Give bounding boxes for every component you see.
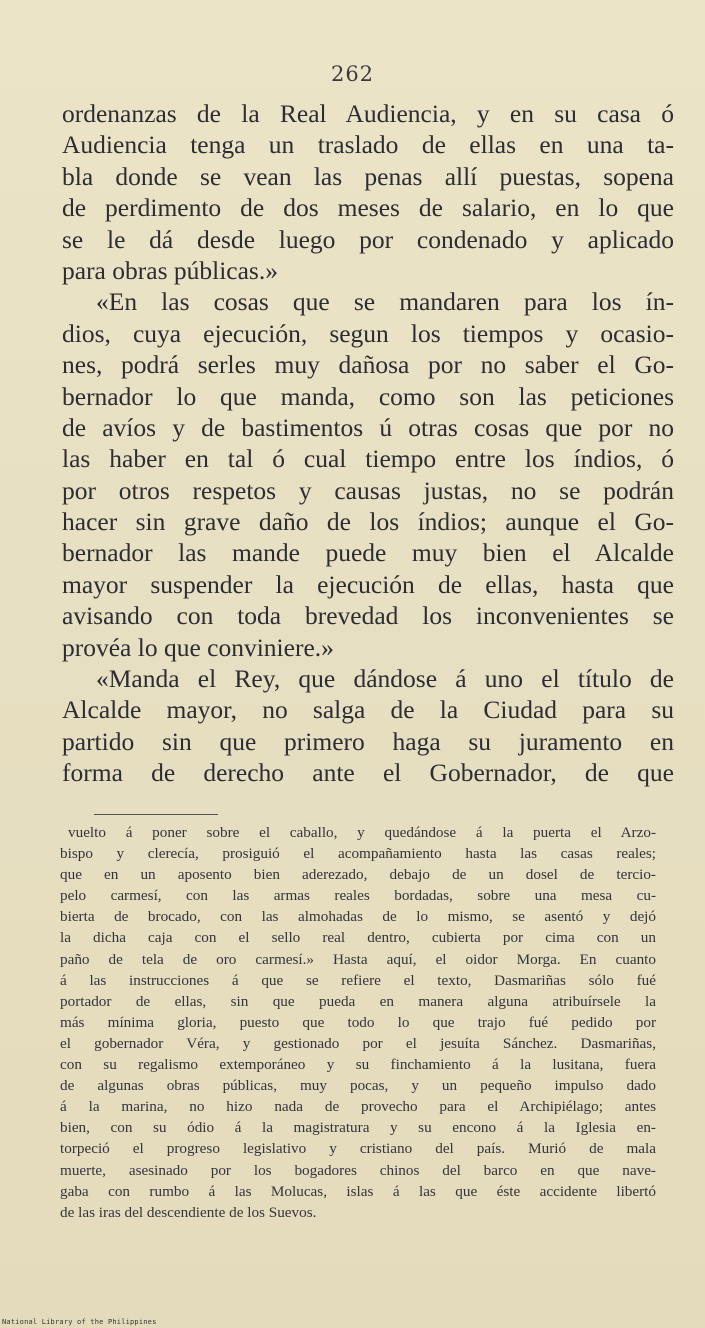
body-line: ordenanzas de la Real Audiencia, y en su casa ó [62, 99, 674, 128]
footnote-line: con su regalismo extemporáneo y su finchamiento á la lusitana, fuera [60, 1056, 656, 1074]
body-line: forma de derecho ante el Gobernador, de que [62, 758, 674, 788]
library-credit: National Library of the Philippines [2, 1318, 157, 1326]
footnote-line: el gobernador Véra, y gestionado por el jesuíta Sánchez. Dasmariñas, [60, 1034, 656, 1052]
footnote-line: la dicha caja con el sello real dentro, cubierta por cima con un [60, 929, 656, 947]
footnote-line: más mínima gloria, puesto que todo lo que trajo fué pedido por [60, 1013, 656, 1031]
footnote-line: gaba con rumbo á las Molucas, islas á las que éste accidente libertó [60, 1182, 656, 1200]
footnote-line: paño de tela de oro carmesí.» Hasta aquí, el oidor Morga. En cuanto [60, 950, 656, 968]
page-number: 262 [330, 62, 375, 86]
body-line: provéa lo que conviniere.» [62, 632, 334, 662]
body-line: bernador las mande puede muy bien el Alcalde [62, 538, 674, 568]
footnote-line: á la marina, no hizo nada de provecho para el Archipiélago; antes [60, 1098, 656, 1116]
body-line: partido sin que primero haga su juramento en [62, 726, 674, 756]
footnote-line: de algunas obras públicas, muy pocas, y un pequeño impulso dado [60, 1077, 656, 1095]
footnote-text [60, 822, 656, 1223]
footnote-line: pelo carmesí, con las armas reales bordadas, sobre una mesa cu- [60, 887, 656, 905]
body-line: de perdimento de dos meses de salario, en lo que [62, 193, 674, 223]
footnote-line: muerte, asesinado por los bogadores chinos del barco en que nave- [60, 1161, 656, 1179]
footnote-line: vuelto á poner sobre el caballo, y quedándose á la puerta el Arzo- [68, 824, 656, 841]
body-line: hacer sin grave daño de los índios; aunque el Go- [62, 507, 674, 537]
body-line: bernador lo que manda, como son las peticiones [62, 381, 674, 411]
footnote-line: que en un aposento bien aderezado, debajo de un dosel de tercio- [60, 866, 656, 884]
body-line: de avíos y de bastimentos ú otras cosas que por no [62, 412, 674, 442]
body-line: nes, podrá serles muy dañosa por no saber el Go- [62, 350, 674, 380]
body-line: para obras públicas.» [62, 255, 278, 285]
body-line: dios, cuya ejecución, segun los tiempos y ocasio- [62, 318, 674, 348]
body-line: «En las cosas que se mandaren para los ín- [96, 287, 674, 317]
footnote-line: de las iras del descendiente de los Suevos. [60, 1203, 317, 1221]
footnote-line: portador de ellas, sin que pueda en manera alguna atribuírsele la [60, 992, 656, 1010]
body-line: Alcalde mayor, no salga de la Ciudad para su [62, 695, 674, 725]
body-line: «Manda el Rey, que dándose á uno el título de [96, 664, 674, 694]
body-line: las haber en tal ó cual tiempo entre los índios, ó [62, 444, 674, 474]
footnote-line: á las instrucciones á que se refiere el texto, Dasmariñas sólo fué [60, 971, 656, 989]
body-line: Audiencia tenga un traslado de ellas en una ta- [62, 130, 674, 160]
body-line: mayor suspender la ejecución de ellas, hasta que [62, 569, 674, 599]
footnote-line: torpeció el progreso legislativo y cristiano del país. Murió de mala [60, 1140, 656, 1158]
body-line: bla donde se vean las penas allí puestas, sopena [62, 161, 674, 191]
body-text [62, 98, 674, 789]
body-line: se le dá desde luego por condenado y aplicado [62, 224, 674, 254]
footnote-line: bien, con su ódio á la magistratura y su encono á la Iglesia en- [60, 1119, 656, 1137]
body-line: por otros respetos y causas justas, no se podrán [62, 475, 674, 505]
footnote-line: bispo y clerecía, prosiguió el acompañamiento hasta las casas reales; [60, 845, 656, 863]
footnote-line: bierta de brocado, con las almohadas de lo mismo, se asentó y dejó [60, 908, 656, 926]
footnote-divider [94, 814, 218, 815]
body-line: avisando con toda brevedad los inconvenientes se [62, 601, 674, 631]
